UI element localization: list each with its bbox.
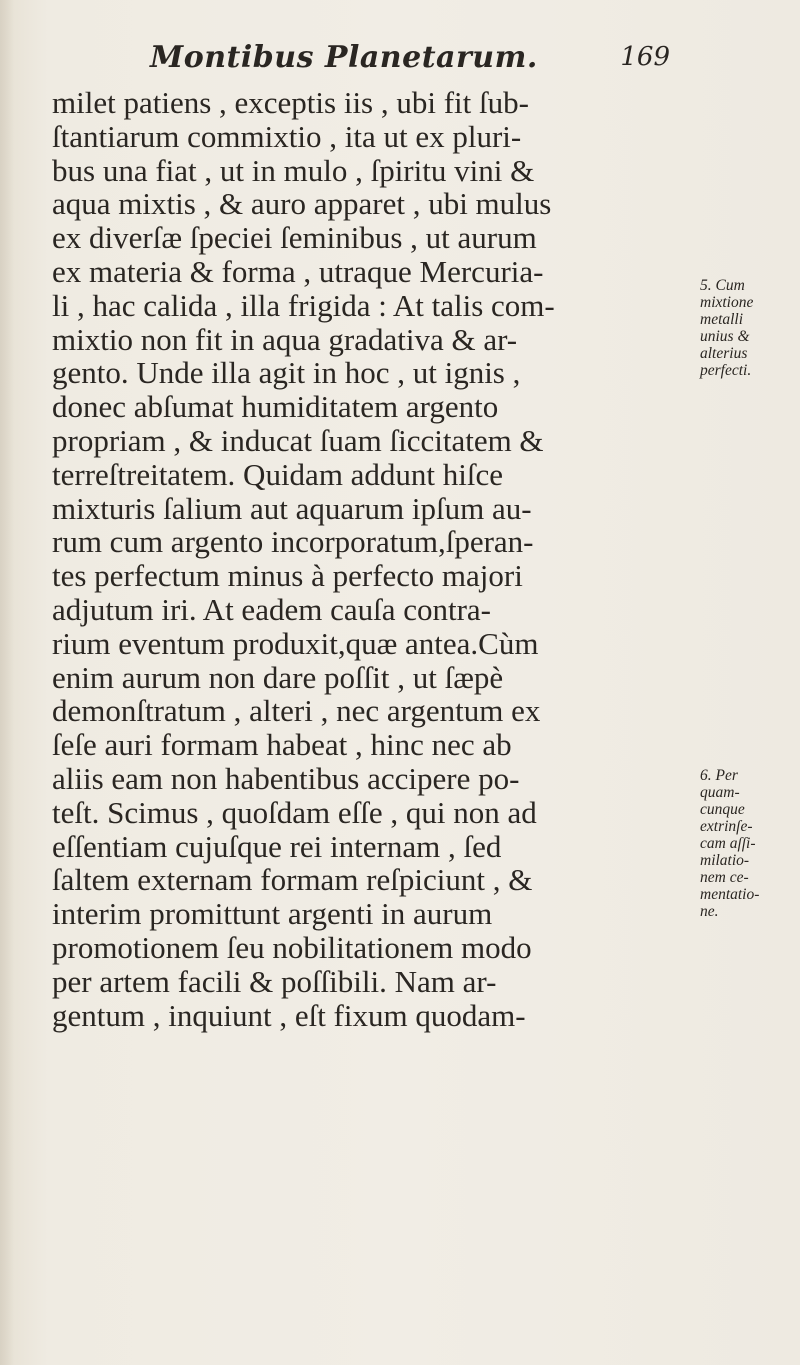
- running-head: Montibus Planetarum.: [150, 40, 538, 75]
- text-line: gento. Unde illa agit in hoc , ut ignis ,: [52, 355, 521, 391]
- body-text: [52, 86, 692, 1032]
- margin-note-line: extrinſe-: [700, 818, 753, 835]
- text-line: eſſentiam cujuſque rei internam , ſed: [52, 828, 502, 864]
- margin-note-line: metalli: [700, 311, 744, 328]
- margin-note-5: [700, 277, 753, 379]
- text-line: ex materia & forma , utraque Mercuria-: [52, 253, 544, 289]
- text-line: donec abſumat humiditatem argento: [52, 389, 499, 425]
- margin-note-line: 5. Cum: [700, 277, 745, 294]
- margin-note-line: cam aſſi-: [700, 835, 756, 852]
- margin-note-6: [700, 767, 759, 920]
- margin-note-line: 6. Per: [700, 767, 738, 784]
- margin-note-line: mentatio-: [700, 886, 760, 903]
- text-line: propriam , & inducat ſuam ſiccitatem &: [52, 422, 544, 458]
- text-line: gentum , inquiunt , eſt fixum quodam-: [52, 997, 526, 1033]
- text-line: ſaltem externam formam reſpiciunt , &: [52, 862, 533, 898]
- margin-note-line: perfecti.: [700, 362, 752, 379]
- text-line: tes perfectum minus à perfecto majori: [52, 558, 523, 594]
- text-line: ex diverſæ ſpeciei ſeminibus , ut aurum: [52, 220, 537, 256]
- text-line: adjutum iri. At eadem cauſa contra-: [52, 591, 491, 627]
- text-line: teſt. Scimus , quoſdam eſſe , qui non ad: [52, 794, 537, 830]
- margin-note-line: milatio-: [700, 852, 750, 869]
- page-header: [150, 40, 670, 80]
- margin-note-line: cunque: [700, 801, 745, 818]
- text-line: terreſtreitatem. Quidam addunt hiſce: [52, 456, 504, 492]
- margin-note-line: unius &: [700, 328, 750, 345]
- text-line: rum cum argento incorporatum,ſperan-: [52, 524, 534, 560]
- text-line: aliis eam non habentibus accipere po-: [52, 760, 520, 796]
- text-line: mixtio non fit in aqua gradativa & ar-: [52, 321, 518, 357]
- text-line: demonſtratum , alteri , nec argentum ex: [52, 693, 541, 729]
- text-line: mixturis ſalium aut aquarum ipſum au-: [52, 490, 532, 526]
- margin-note-line: mixtione: [700, 294, 754, 311]
- text-line: interim promittunt argenti in aurum: [52, 896, 493, 932]
- text-line: milet patiens , exceptis iis , ubi fit ſub-: [52, 85, 529, 120]
- text-line: ſtantiarum commixtio , ita ut ex pluri-: [52, 118, 522, 154]
- text-line: promotionem ſeu nobilitationem modo: [52, 929, 532, 965]
- margin-note-line: ne.: [700, 903, 719, 920]
- margin-note-line: alterius: [700, 345, 748, 362]
- text-line: li , hac calida , illa frigida : At talis com-: [52, 287, 555, 323]
- text-line: rium eventum produxit,quæ antea.Cùm: [52, 625, 539, 661]
- text-line: per artem facili & poſſibili. Nam ar-: [52, 963, 497, 999]
- text-line: bus una fiat , ut in mulo , ſpiritu vini &: [52, 152, 535, 188]
- margin-note-line: nem ce-: [700, 869, 749, 886]
- text-line: aqua mixtis , & auro apparet , ubi mulus: [52, 186, 552, 222]
- page-number: 169: [620, 42, 670, 72]
- page-edge-shadow: [0, 0, 14, 1365]
- text-line: enim aurum non dare poſſit , ut ſæpè: [52, 659, 504, 695]
- margin-notes: [700, 0, 800, 1365]
- margin-note-line: quam-: [700, 784, 740, 801]
- text-line: ſeſe auri formam habeat , hinc nec ab: [52, 727, 512, 763]
